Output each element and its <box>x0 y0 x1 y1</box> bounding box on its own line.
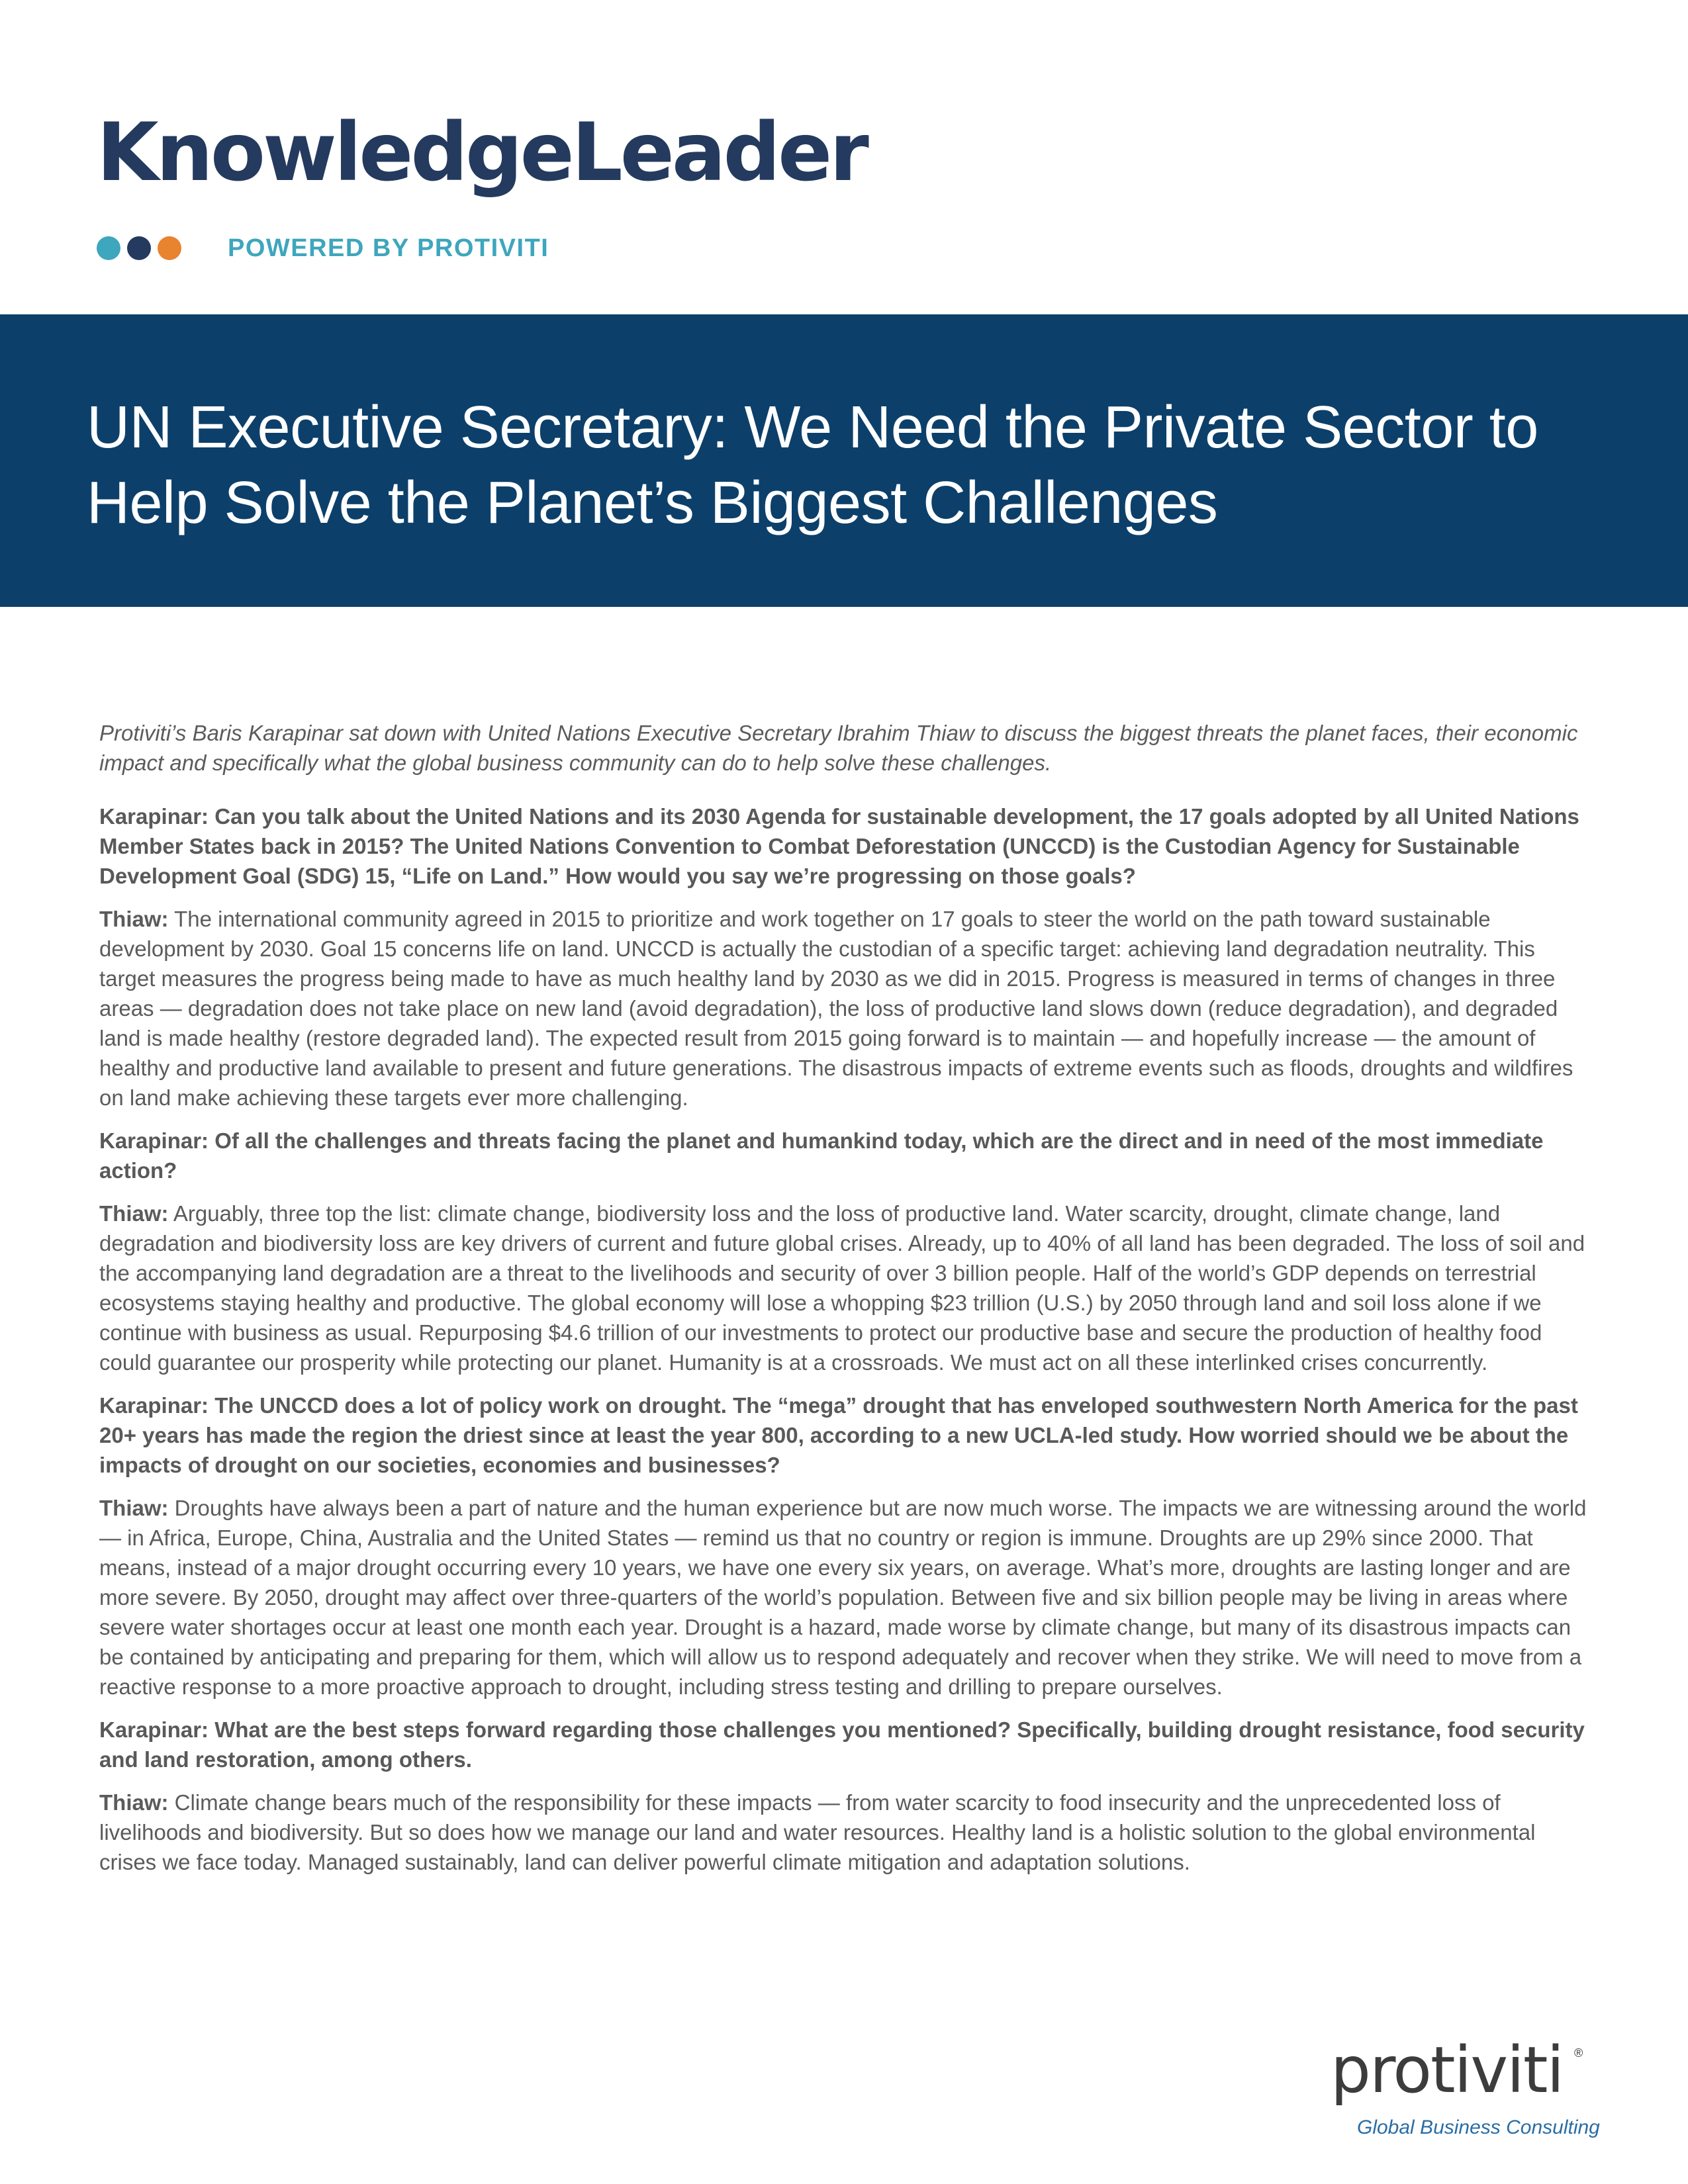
answer-2 <box>99 1199 1589 1377</box>
question-text: Of all the challenges and threats facing the planet and humankind today, which are the direct and in need of the most immediate action? <box>99 1128 1544 1183</box>
protiviti-footer-logo <box>1331 2033 1600 2144</box>
question-text: What are the best steps forward regarding those challenges you mentioned? Specifically, building drought resistance, food security and land restoration, among others. <box>99 1717 1585 1772</box>
article-intro: Protiviti’s Baris Karapinar sat down with United Nations Executive Secretary Ibrahim Thiaw to discuss the biggest threats the planet faces, their economic impact and specifically what the global business community can do to help solve these challenges. <box>99 721 1578 775</box>
answer-3 <box>99 1493 1589 1702</box>
question-speaker: Karapinar: <box>99 1393 209 1418</box>
knowledgeleader-logo: KnowledgeLeader <box>97 106 867 199</box>
question-speaker: Karapinar: <box>99 1717 209 1742</box>
question-text: The UNCCD does a lot of policy work on drought. The “mega” drought that has enveloped southwestern North America for the past 20+ years has made the region the driest since at least the year 800, according to a new UCLA-led study. How worried should we be about the impacts of drought on our societies, economies and businesses? <box>99 1393 1578 1477</box>
answer-speaker: Thiaw: <box>99 1201 169 1226</box>
title-banner <box>0 314 1688 607</box>
question-1 <box>99 801 1589 891</box>
dot-teal-icon <box>97 236 120 260</box>
question-2 <box>99 1126 1589 1185</box>
logo-subline <box>97 232 549 265</box>
dot-navy-icon <box>127 236 151 260</box>
answer-speaker: Thiaw: <box>99 1790 169 1815</box>
answer-speaker: Thiaw: <box>99 907 169 931</box>
question-text: Can you talk about the United Nations and its 2030 Agenda for sustainable development, the 17 goals adopted by all United Nations Member States back in 2015? The United Nations Convention to Combat Deforestation (UNCCD) is the Custodian Agency for Sustainable Development Goal (SDG) 15, “Life on Land.” How would you say we’re progressing on those goals? <box>99 804 1579 888</box>
dot-orange-icon <box>158 236 181 260</box>
page-title-line-2: Help Solve the Planet’s Biggest Challenges <box>87 470 1218 536</box>
page-title <box>87 390 1609 541</box>
page-title-line-1: UN Executive Secretary: We Need the Private Sector to <box>87 394 1538 461</box>
answer-4 <box>99 1788 1589 1877</box>
answer-text: The international community agreed in 2015 to prioritize and work together on 17 goals to steer the world on the path toward sustainable development by 2030. Goal 15 concerns life on land. UNCCD is actually the custodian of a specific target: achieving land degradation neutrality. This target measures the progress being made to have as much healthy land by 2030 as we did in 2015. Progress is measured in terms of changes in three areas — degradation does not take place on new land (avoid degradation), the loss of productive land slows down (reduce degradation), and degraded land is made healthy (restore degraded land). The expected result from 2015 going forward is to maintain — and hopefully increase — the amount of healthy and productive land available to present and future generations. The disastrous impacts of extreme events such as floods, droughts and wildfires on land make achieving these targets ever more challenging. <box>99 907 1573 1110</box>
protiviti-wordmark: protiviti <box>1331 2033 1564 2107</box>
question-speaker: Karapinar: <box>99 1128 209 1153</box>
question-4 <box>99 1715 1589 1774</box>
answer-text: Droughts have always been a part of nature and the human experience but are now much worse. The impacts we are witnessing around the world — in Africa, Europe, China, Australia and the United States — remind us that no country or region is immune. Droughts are up 29% since 2000. That means, instead of a major drought occurring every 10 years, we have one every six years, on average. What’s more, droughts are lasting longer and are more severe. By 2050, drought may affect over three-quarters of the world’s population. Between five and six billion people may be living in areas where severe water shortages occur at least one month each year. Drought is a hazard, made worse by climate change, but many of its disastrous impacts can be contained by anticipating and preparing for them, which will allow us to respond adequately and recover when they strike. We will need to move from a reactive response to a more proactive approach to drought, including stress testing and drilling to prepare ourselves. <box>99 1496 1587 1699</box>
answer-text: Climate change bears much of the responsibility for these impacts — from water scarcity to food insecurity and the unprecedented loss of livelihoods and biodiversity. But so does how we manage our land and water resources. Healthy land is a holistic solution to the global environmental crises we face today. Managed sustainably, land can deliver powerful climate mitigation and adaptation solutions. <box>99 1790 1536 1874</box>
footer-tagline: Global Business Consulting <box>1357 2116 1600 2138</box>
powered-by-label: POWERED BY PROTIVITI <box>228 234 549 262</box>
answer-speaker: Thiaw: <box>99 1496 169 1520</box>
question-3 <box>99 1390 1589 1480</box>
registered-mark: ® <box>1574 2046 1583 2060</box>
question-speaker: Karapinar: <box>99 804 209 829</box>
answer-text: Arguably, three top the list: climate change, biodiversity loss and the loss of productive land. Water scarcity, drought, climate change, land degradation and biodiversity loss are key drivers of current and future global crises. Already, up to 40% of all land has been degraded. The loss of soil and the accompanying land degradation are a threat to the livelihoods and security of over 3 billion people. Half of the world’s GDP depends on terrestrial ecosystems staying healthy and productive. The global economy will lose a whopping $23 trillion (U.S.) by 2050 through land and soil loss alone if we continue with business as usual. Repurposing $4.6 trillion of our investments to protect our productive base and secure the production of healthy food could guarantee our prosperity while protecting our planet. Humanity is at a crossroads. We must act on all these interlinked crises concurrently. <box>99 1201 1585 1375</box>
article-body <box>99 718 1589 1890</box>
answer-1 <box>99 904 1589 1113</box>
